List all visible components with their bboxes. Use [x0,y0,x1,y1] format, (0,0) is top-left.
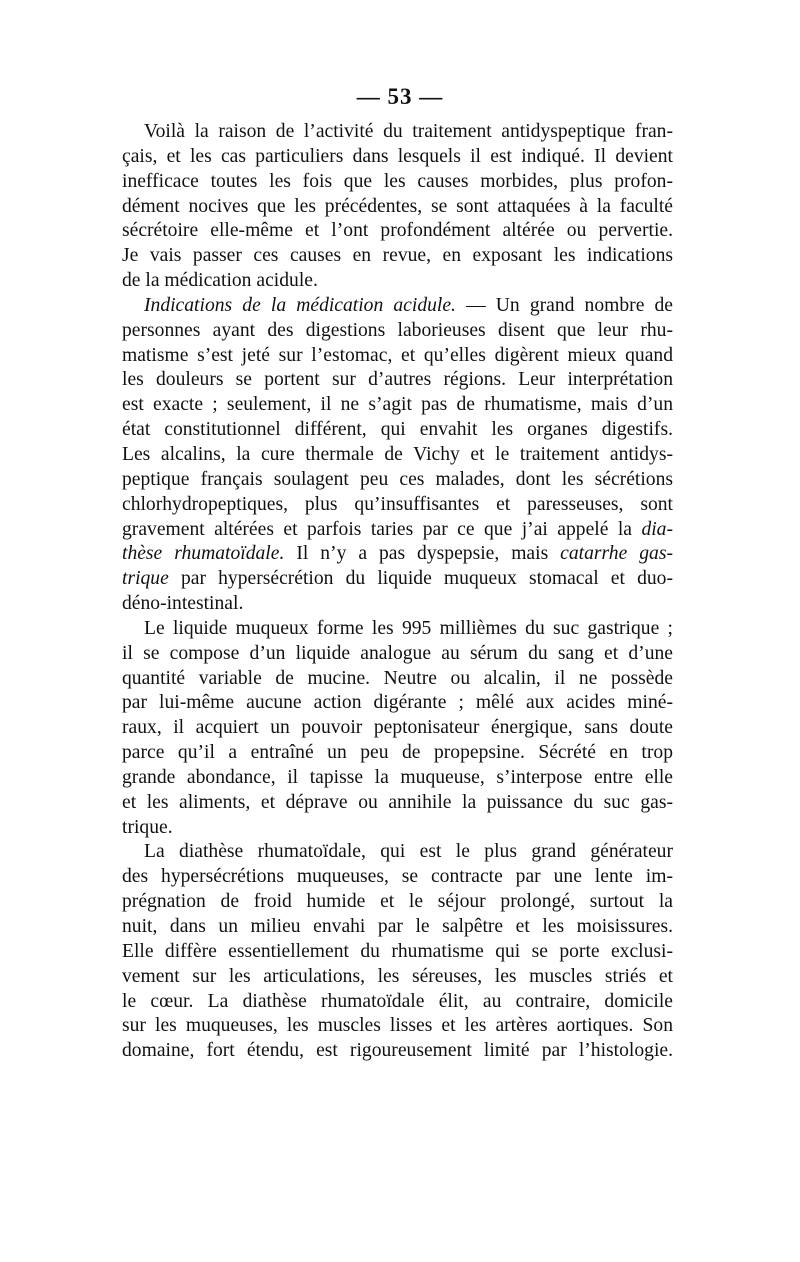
text-line: trique. [122,816,173,838]
page-number: — 53 — [356,84,444,109]
section-heading: Indications de la médication acidule. [144,294,456,316]
text-line: nuit, dans un milieu envahi par le salpêtre et les moisissures. [122,916,673,937]
text-line: inefficace toutes les fois que les causes morbides, plus profon- [122,170,673,192]
text-line: quantité variable de mucine. Neutre ou alcalin, il ne possède [122,667,673,689]
text-line: Je vais passer ces causes en revue, en exposant les indications [122,245,673,267]
text-line: des hypersécrétions muqueuses, se contracte par une lente im- [122,866,673,888]
text-line: les douleurs se portent sur d’autres régions. Leur interprétation [122,369,673,391]
text-line: parce qu’il a entraîné un peu de propepsine. Sécrété en trop [122,742,673,764]
text-line: personnes ayant des digestions laborieuses disent que leur rhu- [122,319,673,341]
body-text [122,120,673,1064]
text-line: peptique français soulagent peu ces malades, dont les sécrétions [122,468,673,490]
text-line: Le liquide muqueux forme les 995 millièmes du suc gastrique ; [144,617,673,639]
text-line: sur les muqueuses, les muscles lisses et les artères aortiques. Son [122,1015,673,1037]
text-line: de la médication acidule. [122,270,318,292]
text-line: matisme s’est jeté sur l’estomac, et qu’elles digèrent mieux quand [122,344,673,366]
text-line: il se compose d’un liquide analogue au sérum du sang et d’une [122,642,673,664]
text-line: Indications de la médication acidule. — Un grand nombre de [144,294,674,316]
text-line: dément nocives que les précédentes, se sont attaquées à la faculté [122,195,673,217]
text-line: La diathèse rhumatoïdale, qui est le plus grand générateur [144,841,673,863]
text-line: thèse rhumatoïdale. Il n’y a pas dyspepsie, mais catarrhe gas- [122,543,673,565]
text-line: et les aliments, et déprave ou annihile la puissance du suc gas- [122,791,673,813]
text-line: Voilà la raison de l’activité du traitement antidyspeptique fran- [144,121,673,142]
text-line: raux, il acquiert un pouvoir peptonisateur énergique, sans doute [122,717,673,739]
text-line: Les alcalins, la cure thermale de Vichy et le traitement antidys- [122,443,673,465]
text-line: trique par hypersécrétion du liquide muqueux stomacal et duo- [122,568,673,590]
text-line: sécrétoire elle-même et l’ont profondément altérée ou pervertie. [122,220,673,242]
text-line: déno-intestinal. [122,593,244,615]
text-line: vement sur les articulations, les séreuses, les muscles striés et [122,965,673,987]
text-line: le cœur. La diathèse rhumatoïdale élit, au contraire, domicile [122,990,673,1012]
text-line: chlorhydropeptiques, plus qu’insuffisantes et paresseuses, sont [122,493,673,515]
text-line: état constitutionnel différent, qui envahit les organes digestifs. [122,419,673,441]
text-line: grande abondance, il tapisse la muqueuse, s’interpose entre elle [122,766,673,788]
text-line: par lui-même aucune action digérante ; mêlé aux acides miné- [122,692,673,714]
text-line: domaine, fort étendu, est rigoureusement limité par l’histologie. [122,1040,673,1062]
text-line: Elle diffère essentiellement du rhumatisme qui se porte exclusi- [122,940,673,962]
text-line: prégnation de froid humide et le séjour prolongé, surtout la [122,891,673,913]
text-line: çais, et les cas particuliers dans lesquels il est indiqué. Il devient [122,145,673,167]
text-line: est exacte ; seulement, il ne s’agit pas de rhumatisme, mais d’un [122,394,673,416]
text-line: gravement altérées et parfois taries par ce que j’ai appelé la dia- [122,518,673,540]
